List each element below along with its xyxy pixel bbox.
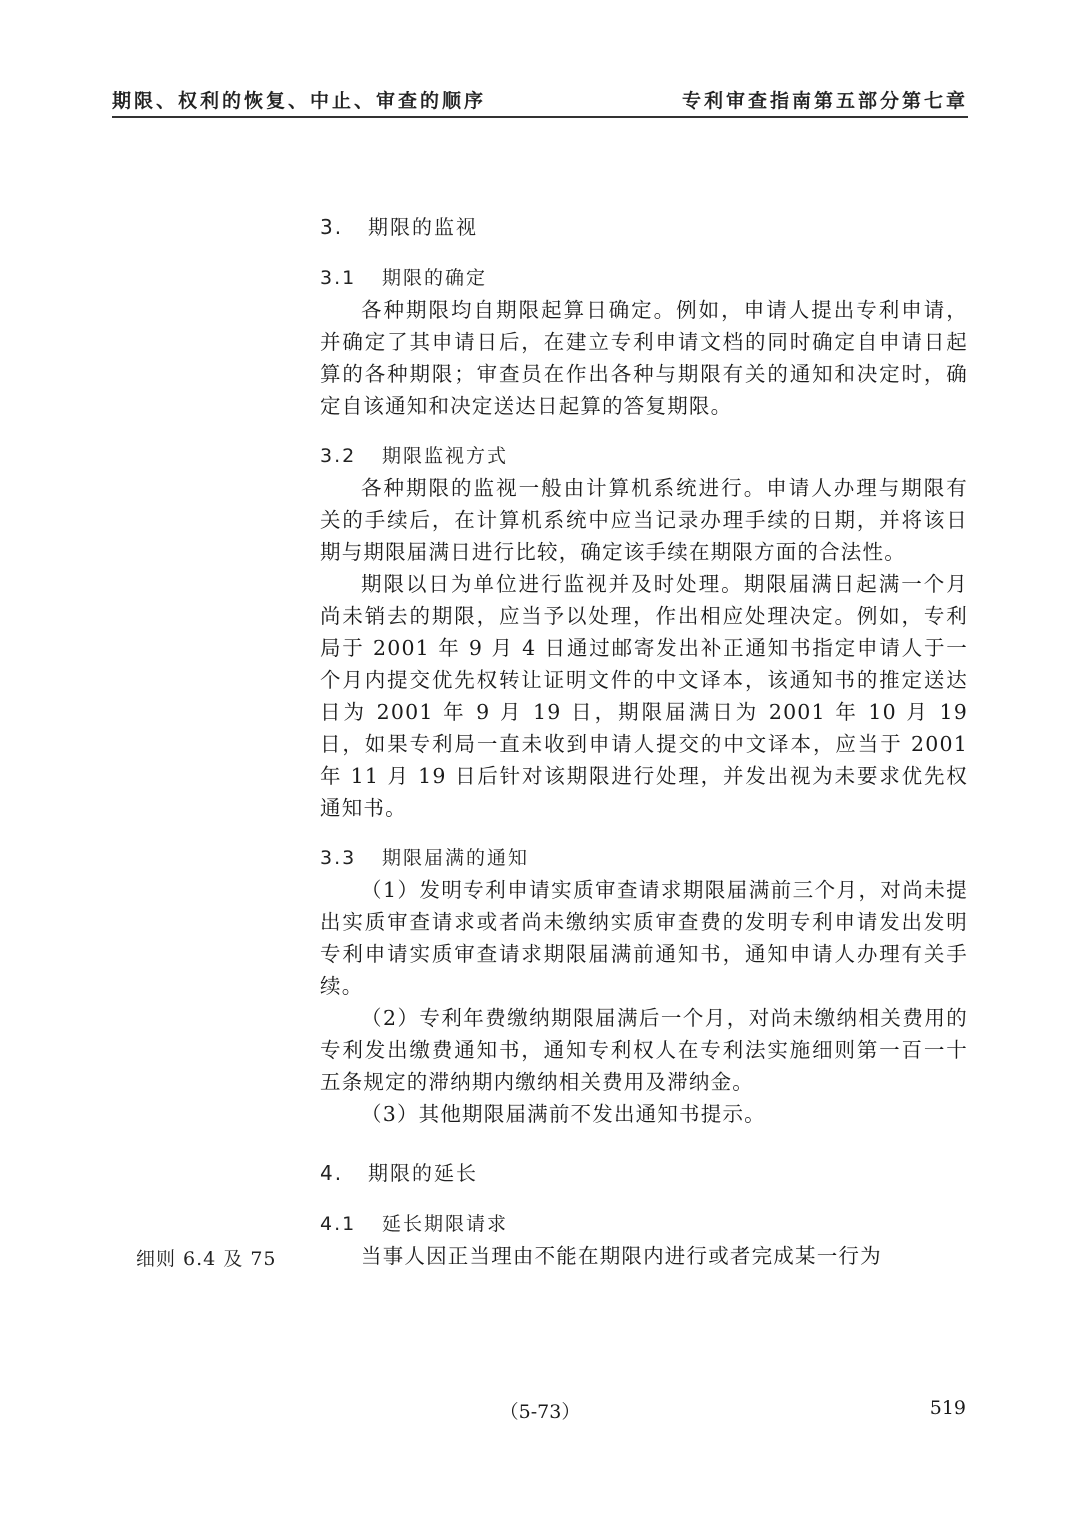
section-heading	[320, 210, 968, 244]
body-paragraph: （1）发明专利申请实质审查请求期限届满前三个月，对尚未提出实质审查请求或者尚未缴纳实质审查费的发明专利申请发出发明专利申请实质审查请求期限届满前通知书，通知申请人办理有关手续。	[320, 878, 968, 998]
section-gap	[320, 422, 968, 440]
body-paragraph: 各种期限的监视一般由计算机系统进行。申请人办理与期限有关的手续后，在计算机系统中应当记录办理手续的日期，并将该日期与期限届满日进行比较，确定该手续在期限方面的合法性。	[320, 476, 968, 564]
footer-page-number: 519	[929, 1397, 966, 1419]
body-paragraph: 期限以日为单位进行监视并及时处理。期限届满日起满一个月尚未销去的期限，应当予以处理，作出相应处理决定。例如，专利局于 2001 年 9 月 4 日通过邮寄发出补正通知书指定申请人于一个月内提交优先权转让证明文件的中文译本，该通知书的推定送达日为 2001 年 9 月 19 日，期限届满日为 2001 年 10 月 19 日，如果专利局一直未收到申请人提交的中文译本，应当于 2001 年 11 月 19 日后针对该期限进行处理，并发出视为未要求优先权通知书。	[320, 572, 968, 820]
heading-number: 3.	[320, 215, 344, 239]
page-body	[320, 210, 968, 1272]
subsection-heading	[320, 440, 968, 472]
header-left-title: 期限、权利的恢复、中止、审查的顺序	[112, 90, 487, 112]
section-gap	[320, 244, 968, 262]
heading-number: 4.	[320, 1161, 344, 1185]
heading-title: 期限的监视	[368, 215, 478, 239]
heading-number: 3.3	[320, 847, 357, 869]
heading-number: 4.1	[320, 1213, 357, 1235]
header-rule	[112, 116, 968, 118]
subsection-heading	[320, 1208, 968, 1240]
section-gap	[320, 1130, 968, 1156]
heading-title: 期限的延长	[368, 1161, 478, 1185]
body-paragraph: （2）专利年费缴纳期限届满后一个月，对尚未缴纳相关费用的专利发出缴费通知书，通知专利权人在专利法实施细则第一百一十五条规定的滞纳期内缴纳相关费用及滞纳金。	[320, 1006, 968, 1094]
heading-number: 3.1	[320, 267, 357, 289]
subsection-heading	[320, 842, 968, 874]
section-gap	[320, 1190, 968, 1208]
subsection-heading	[320, 262, 968, 294]
heading-title: 期限监视方式	[382, 445, 509, 467]
heading-title: 期限届满的通知	[382, 847, 530, 869]
footer-section-page: （5-73）	[499, 1401, 581, 1423]
header-right-title: 专利审查指南第五部分第七章	[681, 90, 968, 112]
body-paragraph: 当事人因正当理由不能在期限内进行或者完成某一行为	[361, 1244, 882, 1268]
heading-title: 延长期限请求	[382, 1213, 509, 1235]
section-gap	[320, 824, 968, 842]
heading-number: 3.2	[320, 445, 357, 467]
margin-note: 细则 6.4 及 75	[136, 1248, 277, 1270]
section-heading	[320, 1156, 968, 1190]
body-paragraph: 各种期限均自期限起算日确定。例如，申请人提出专利申请，并确定了其申请日后，在建立专利申请文档的同时确定自申请日起算的各种期限；审查员在作出各种与期限有关的通知和决定时，确定自该通知和决定送达日起算的答复期限。	[320, 298, 968, 418]
body-paragraph: （3）其他期限届满前不发出通知书提示。	[361, 1102, 766, 1126]
heading-title: 期限的确定	[382, 267, 488, 289]
